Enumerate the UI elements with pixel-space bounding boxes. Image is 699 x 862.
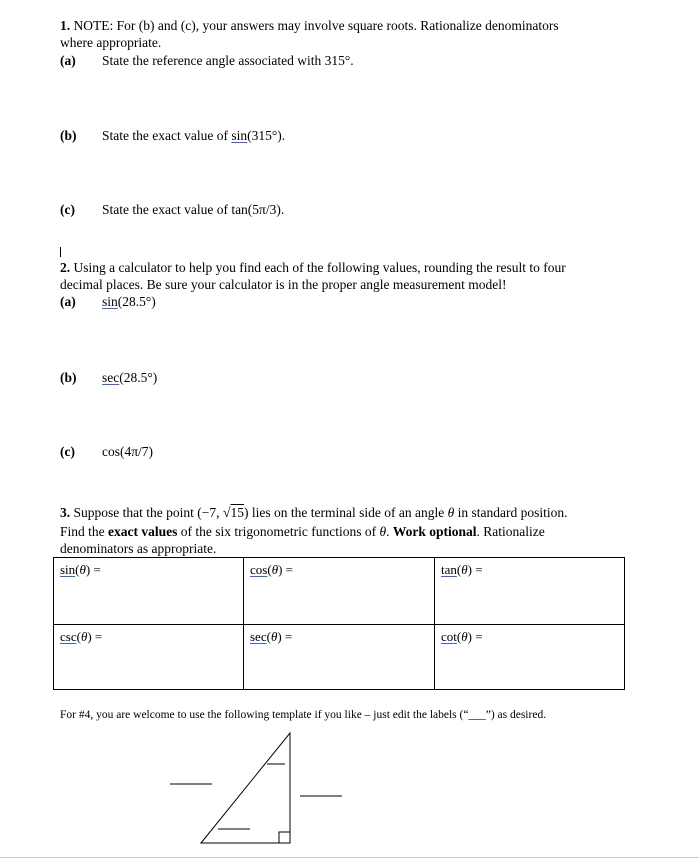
q2-intro-line2: decimal places. Be sure your calculator is in the proper angle measurement model! [60,277,507,292]
cell-cos[interactable]: cos(θ) = [250,562,293,577]
q1-part-c: (c) State the exact value of tan(5π/3). [60,202,285,217]
q1-intro: 1. NOTE: For (b) and (c), your answers may involve square roots. Rationalize denominators [60,18,559,33]
q3-line2: Find the exact values of the six trigonometric functions of θ. Work optional. Rationalize [60,524,545,539]
q2-part-c: (c) cos(4π/7) [60,444,154,459]
q4-note: For #4, you are welcome to use the following template if you like – just edit the labels (“___”) as desired. [60,709,547,721]
q2-intro: 2. Using a calculator to help you find each of the following values, rounding the result to four [60,260,566,275]
q1-part-b: (b) State the exact value of sin(315°). [60,128,286,143]
cell-sec[interactable]: sec(θ) = [250,629,293,644]
q2-part-b: (b) sec(28.5°) [60,370,158,385]
right-angle-marker [279,832,290,843]
q1-part-a: (a) State the reference angle associated with 315°. [60,53,354,68]
q3-line1: 3. Suppose that the point (−7, √15) lies on the terminal side of an angle θ in standard position. [60,505,568,521]
q3-line3: denominators as appropriate. [60,541,217,556]
cell-sin[interactable]: sin(θ) = [60,562,101,577]
cell-tan[interactable]: tan(θ) = [441,562,483,577]
cell-cot[interactable]: cot(θ) = [441,629,483,644]
sqrt-symbol: √ [222,506,231,521]
q1-intro-line2: where appropriate. [60,35,162,50]
right-triangle [201,733,290,843]
page-bottom-rule [0,857,699,858]
cell-csc[interactable]: csc(θ) = [60,629,103,644]
q2-part-a: (a) sin(28.5°) [60,294,156,309]
